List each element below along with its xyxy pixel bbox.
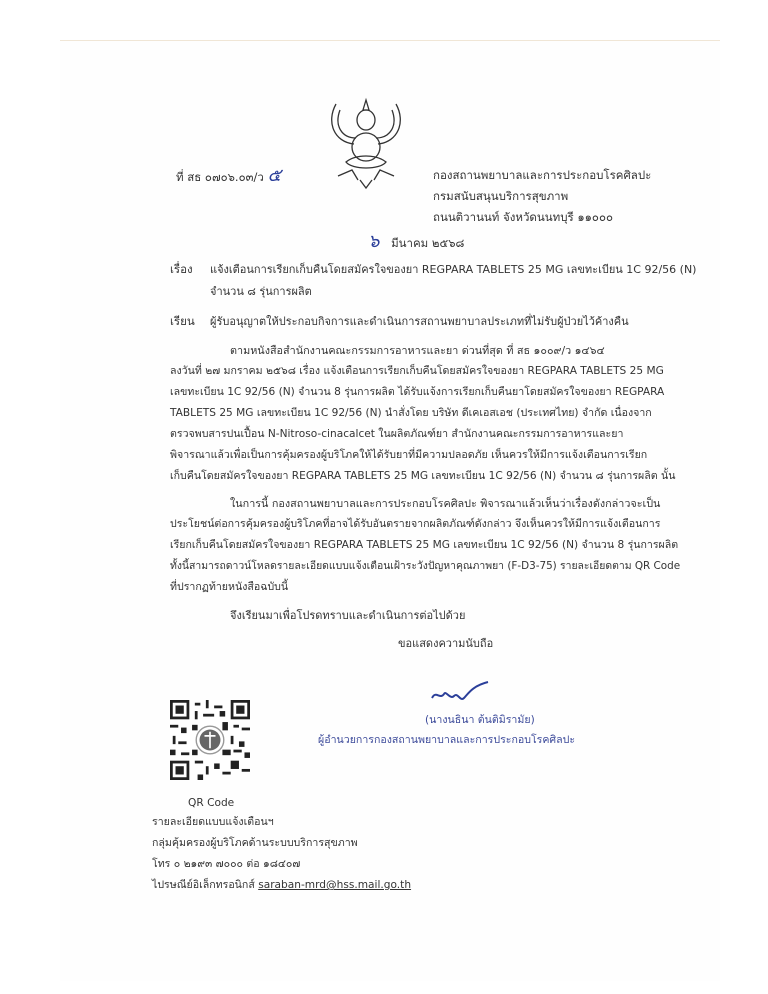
- reference-handwritten: ๕: [267, 165, 282, 186]
- date-handwritten: ๖: [368, 231, 380, 252]
- org-line-3: ถนนติวานนท์ จังหวัดนนทบุรี ๑๑๐๐๐: [433, 210, 613, 224]
- para1-line: เก็บคืนโดยสมัครใจของยา REGPARA TABLETS 25 MG เลขทะเบียน 1C 92/56 (N) จำนวน ๘ รุ่นการผลิต นั้น: [170, 470, 676, 482]
- signature-mark: [428, 678, 498, 706]
- para2-line: ที่ปรากฏท้ายหนังสือฉบับนี้: [170, 581, 289, 593]
- para1-line: เลขทะเบียน 1C 92/56 (N) จำนวน 8 รุ่นการผลิต ได้รับแจ้งการเรียกเก็บคืนยาโดยสมัครใจของยา REGPARA: [170, 386, 665, 398]
- letter-date: [368, 231, 465, 252]
- org-line-2: กรมสนับสนุนบริการสุขภาพ: [433, 189, 569, 203]
- para1-line: TABLETS 25 MG เลขทะเบียน 1C 92/56 (N) นำสั่งโดย บริษัท ดีเคเอสเอช (ประเทศไทย) จำกัด เนื่องจาก: [170, 407, 652, 419]
- subject-line-2: จำนวน ๘ รุ่นการผลิต: [210, 285, 312, 298]
- para1-line: ตามหนังสือสำนักงานคณะกรรมการอาหารและยา ด่วนที่สุด ที่ สธ ๑๐๐๙/ว ๑๔๖๔: [230, 344, 605, 357]
- date-text: มีนาคม ๒๕๖๘: [391, 236, 465, 250]
- para1-line: ลงวันที่ ๒๗ มกราคม ๒๕๖๘ เรื่อง แจ้งเตือนการเรียกเก็บคืนโดยสมัครใจของยา REGPARA TABLETS 25 MG: [170, 365, 664, 377]
- qr-code[interactable]: [170, 700, 250, 780]
- reference-number: [176, 165, 282, 186]
- para2-line: ทั้งนี้สามารถดาวน์โหลดรายละเอียดแบบแจ้งเตือนเฝ้าระวังปัญหาคุณภาพยา (F-D3-75) รายละเอียดตาม QR Code: [170, 560, 681, 572]
- recipient-label: เรียน: [170, 314, 195, 328]
- email-label: ไปรษณีย์อิเล็กทรอนิกส์: [152, 879, 255, 891]
- garuda-emblem-icon: [316, 92, 416, 192]
- para1-line: ตรวจพบสารปนเปื้อน N-Nitroso-cinacalcet ในผลิตภัณฑ์ยา สำนักงานคณะกรรมการอาหารและยา: [170, 428, 624, 440]
- org-line-1: กองสถานพยาบาลและการประกอบโรคศิลปะ: [433, 168, 652, 182]
- email-link[interactable]: saraban-mrd@hss.mail.go.th: [258, 879, 412, 891]
- footer-phone: โทร ๐ ๒๑๙๓ ๗๐๐๐ ต่อ ๑๘๔๐๗: [152, 858, 301, 870]
- para1-line: พิจารณาแล้วเพื่อเป็นการคุ้มครองผู้บริโภคให้ได้รับยาที่มีความปลอดภัย เห็นควรให้มีการแจ้งเตือนการเรียก: [170, 449, 648, 461]
- para2-line: เรียกเก็บคืนโดยสมัครใจของยา REGPARA TABLETS 25 MG เลขทะเบียน 1C 92/56 (N) จำนวน 8 รุ่นการผลิต: [170, 539, 679, 551]
- signatory-title: ผู้อำนวยการกองสถานพยาบาลและการประกอบโรคศิลปะ: [318, 734, 576, 746]
- footer-line: รายละเอียดแบบแจ้งเตือนฯ: [152, 816, 274, 828]
- footer-line: กลุ่มคุ้มครองผู้บริโภคด้านระบบบริการสุขภาพ: [152, 837, 358, 849]
- para2-line: ประโยชน์ต่อการคุ้มครองผู้บริโภคที่อาจได้รับอันตรายจากผลิตภัณฑ์ดังกล่าว จึงเห็นควรให้มีการแจ้งเตือนการ: [170, 518, 661, 530]
- closing-request: จึงเรียนมาเพื่อโปรดทราบและดำเนินการต่อไปด้วย: [230, 609, 466, 622]
- reference-number-text: ที่ สธ ๐๗๐๖.๐๓/ว: [176, 170, 264, 184]
- para2-line: ในการนี้ กองสถานพยาบาลและการประกอบโรคศิลปะ พิจารณาแล้วเห็นว่าเรื่องดังกล่าวจะเป็น: [230, 497, 661, 510]
- recipient-text: ผู้รับอนุญาตให้ประกอบกิจการและดำเนินการสถานพยาบาลประเภทที่ไม่รับผู้ป่วยไว้ค้างคืน: [210, 315, 629, 328]
- footer-email-line: [152, 878, 411, 893]
- subject-label: เรื่อง: [170, 262, 193, 276]
- qr-label: QR Code: [188, 797, 235, 809]
- signatory-name: (นางนธินา ต้นติมิรามัย): [425, 714, 535, 726]
- closing-salutation: ขอแสดงความนับถือ: [398, 637, 494, 650]
- subject-line-1: แจ้งเตือนการเรียกเก็บคืนโดยสมัครใจของยา REGPARA TABLETS 25 MG เลขทะเบียน 1C 92/56 (N): [210, 263, 697, 276]
